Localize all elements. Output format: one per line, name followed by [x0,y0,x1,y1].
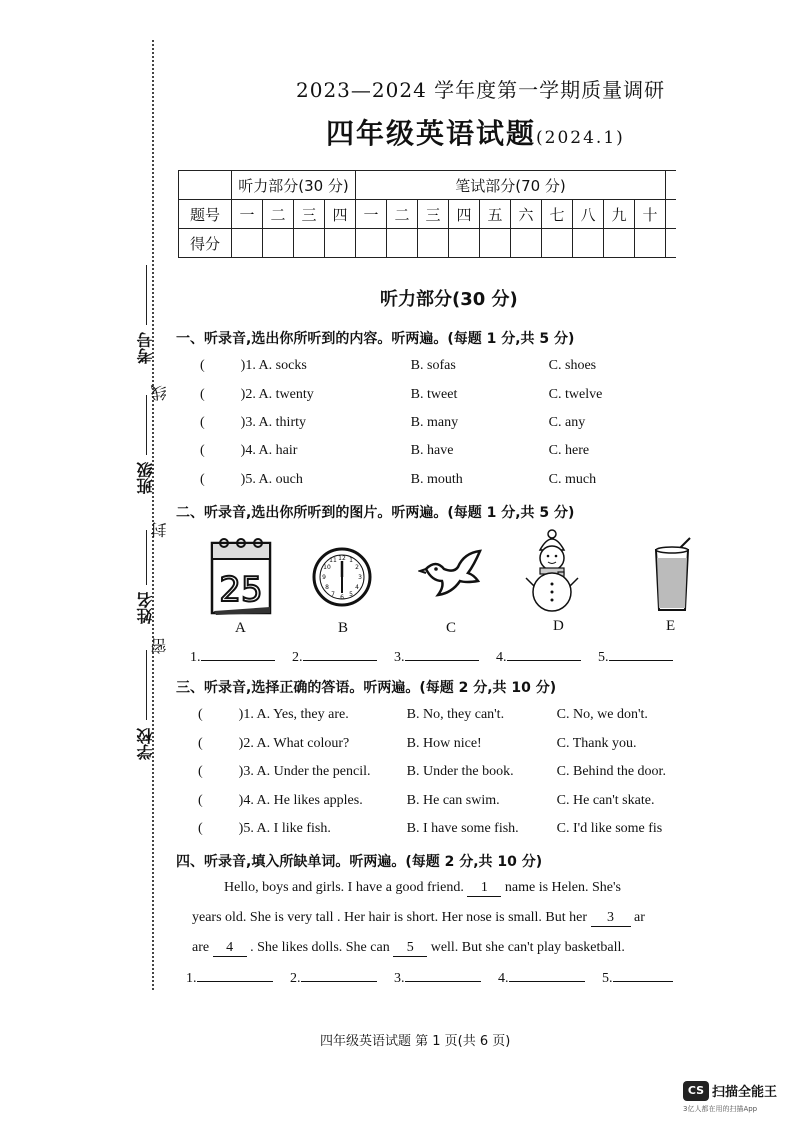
blank-number: 3. [394,971,405,986]
score-cell[interactable] [418,229,449,258]
option-c: C. Thank you. [556,736,637,751]
option-a: )4. A. He likes apples. [238,793,363,808]
answer-blank[interactable] [405,981,481,982]
col-written-1: 一 [356,200,387,229]
svg-text:6: 6 [340,594,344,601]
side-label-exam-no: 考号 [136,332,155,364]
svg-text:11: 11 [329,557,337,564]
passage-text: well. But she can't play basketball. [430,940,625,955]
row-label-number: 题号 [179,200,232,229]
col-written-5: 五 [480,200,511,229]
passage-text: name is Helen. She's [504,880,621,895]
list-item: ( )3. A. thirty B. many C. any [200,415,586,430]
svg-text:8: 8 [325,584,329,591]
col-listening-3: 三 [294,200,325,229]
option-b: B. mouth [410,472,463,487]
col-written-7: 七 [542,200,573,229]
option-c: C. He can't skate. [556,793,655,808]
exam-date: (2024.1) [536,128,625,148]
col-written-10: 十 [635,200,666,229]
bird-icon [418,545,484,605]
list-item: ( )4. A. He likes apples. B. He can swim. C. He can't skate. [198,793,655,808]
passage-line-1 [224,880,621,897]
picture-label-e: E [666,618,676,634]
score-table [178,170,676,258]
side-mark-seal: 封 [150,522,169,538]
list-item: ( )3. A. Under the pencil. B. Under the book. C. Behind the door. [198,764,666,779]
col-listening-2: 二 [263,200,294,229]
option-a: )3. A. thirty [240,415,307,430]
snowman-icon [524,528,580,616]
part4-title: 四、听录音,填入所缺单词。听两遍。(每题 2 分,共 10 分) [176,854,543,870]
picture-label-b: B [338,620,349,636]
list-item: ( )5. A. ouch B. mouth C. much [200,472,597,487]
col-written-2: 二 [387,200,418,229]
scanner-app-name: 扫描全能王 [712,1085,778,1100]
blank-number: 2. [292,650,303,665]
option-b: B. have [410,443,454,458]
calendar-icon [208,533,274,617]
option-c: C. shoes [548,358,597,373]
blank-number: 1. [186,971,197,986]
scanner-slogan: 3亿人都在用的扫描App [683,1105,758,1113]
score-cell[interactable] [573,229,604,258]
option-a: )2. A. What colour? [238,736,350,751]
passage-blank-1[interactable]: 1 [467,880,501,897]
blank-number: 1. [190,650,201,665]
passage-blank-5[interactable]: 5 [393,940,427,957]
picture-label-a: A [235,620,246,636]
option-b: B. sofas [410,358,456,373]
score-cell[interactable] [294,229,325,258]
list-item: ( )2. A. twenty B. tweet C. twelve [200,387,603,402]
side-label-school: 学校 [136,728,155,760]
option-c: C. No, we don't. [556,707,648,722]
list-item: ( )5. A. I like fish. B. I have some fish. C. I'd like some fis [198,821,663,836]
score-cell[interactable] [387,229,418,258]
blank-number: 3. [394,650,405,665]
svg-text:5: 5 [349,591,353,598]
col-written-3: 三 [418,200,449,229]
list-item: ( )2. A. What colour? B. How nice! C. Thank you. [198,736,637,751]
col-written-8: 八 [573,200,604,229]
col-written-6: 六 [511,200,542,229]
listening-section-title: 听力部分(30 分) [380,289,518,310]
glass-of-water-icon [650,536,694,612]
option-b: B. tweet [410,387,458,402]
side-label-name: 姓名 [136,592,155,624]
answer-blank[interactable] [201,660,275,661]
part4-answer-blanks [186,971,673,987]
exam-period-title: 2023—2024 学年度第一学期质量调研 [296,78,666,102]
passage-blank-3[interactable]: 3 [591,910,631,927]
side-mark-line: 线 [150,385,169,401]
school-line [146,650,147,720]
svg-text:7: 7 [331,591,335,598]
page-footer: 四年级英语试题 第 1 页(共 6 页) [320,1034,511,1049]
binding-dotted-line [152,40,154,990]
side-mark-secret: 密 [150,638,169,654]
score-cell[interactable] [511,229,542,258]
option-b: B. Under the book. [406,764,514,779]
option-b: B. How nice! [406,736,482,751]
side-label-class: 班级 [136,462,155,494]
col-written-4: 四 [449,200,480,229]
score-cell[interactable] [263,229,294,258]
passage-text: ar [634,910,645,925]
option-a: )5. A. ouch [240,472,303,487]
option-b: B. No, they can't. [406,707,505,722]
picture-label-c: C [446,620,457,636]
svg-text:4: 4 [355,584,359,591]
col-total [666,200,677,229]
option-b: B. He can swim. [406,793,500,808]
passage-text: . She likes dolls. She can [250,940,390,955]
option-c: C. I'd like some fis [556,821,663,836]
score-cell[interactable] [356,229,387,258]
part1-title: 一、听录音,选出你所听到的内容。听两遍。(每题 1 分,共 5 分) [176,331,575,347]
calendar-number: 25 [219,570,263,610]
score-table-corner [179,171,232,200]
exam-main-title [326,112,625,152]
col-listening-4: 四 [325,200,356,229]
option-a: )4. A. hair [240,443,298,458]
passage-text: Hello, boys and girls. I have a good friend. [224,880,464,895]
answer-blank[interactable] [197,981,273,982]
blank-number: 2. [290,971,301,986]
class-line [146,395,147,455]
answer-blank[interactable] [405,660,479,661]
score-cell[interactable] [232,229,263,258]
listening-header: 听力部分(30 分) [232,171,356,200]
score-cell[interactable] [449,229,480,258]
list-item: ( )1. A. Yes, they are. B. No, they can't. C. No, we don't. [198,707,648,722]
score-cell[interactable] [325,229,356,258]
svg-text:3: 3 [358,574,362,581]
blank-number: 5. [598,650,609,665]
score-cell[interactable] [542,229,573,258]
option-b: B. many [410,415,459,430]
passage-text: years old. She is very tall . Her hair is short. Her nose is small. But her [192,910,588,925]
option-a: )5. A. I like fish. [238,821,331,836]
col-written-9: 九 [604,200,635,229]
answer-blank[interactable] [509,981,585,982]
option-a: )3. A. Under the pencil. [238,764,371,779]
part3-title: 三、听录音,选择正确的答语。听两遍。(每题 2 分,共 10 分) [176,680,557,696]
option-a: )2. A. twenty [240,387,314,402]
option-c: C. Behind the door. [556,764,666,779]
answer-blank[interactable] [613,981,673,982]
svg-text:1: 1 [349,557,353,564]
blank-number: 4. [498,971,509,986]
score-cell[interactable] [480,229,511,258]
total-header [666,171,677,200]
list-item: ( )4. A. hair B. have C. here [200,443,590,458]
exam-main-title-text: 四年级英语试题 [326,117,537,150]
svg-text:2: 2 [355,564,359,571]
passage-blank-4[interactable]: 4 [213,940,247,957]
answer-blank[interactable] [507,660,581,661]
written-header: 笔试部分(70 分) [356,171,666,200]
answer-blank[interactable] [301,981,377,982]
svg-text:12: 12 [338,555,346,562]
option-c: C. much [548,472,597,487]
option-a: )1. A. Yes, they are. [238,707,349,722]
col-listening-1: 一 [232,200,263,229]
exam-no-line [146,265,147,325]
part2-title: 二、听录音,选出你所听到的图片。听两遍。(每题 1 分,共 5 分) [176,505,575,521]
passage-line-3 [192,940,625,957]
blank-number: 5. [602,971,613,986]
option-b: B. I have some fish. [406,821,519,836]
option-c: C. twelve [548,387,603,402]
passage-line-2 [192,910,645,927]
name-line [146,530,147,585]
picture-label-d: D [553,618,564,634]
option-c: C. here [548,443,590,458]
scanner-watermark [683,1080,778,1113]
svg-text:9: 9 [322,574,326,581]
score-cell[interactable] [635,229,666,258]
blank-number: 4. [496,650,507,665]
passage-text: are [192,940,210,955]
cs-logo-icon: CS [683,1081,709,1101]
score-cell[interactable] [666,229,677,258]
part2-answer-blanks [190,650,673,666]
svg-text:10: 10 [323,564,331,571]
option-a: )1. A. socks [240,358,307,373]
answer-blank[interactable] [609,660,673,661]
clock-icon [312,543,372,613]
option-c: C. any [548,415,586,430]
list-item: ( )1. A. socks B. sofas C. shoes [200,358,597,373]
score-cell[interactable] [604,229,635,258]
answer-blank[interactable] [303,660,377,661]
row-label-score: 得分 [179,229,232,258]
